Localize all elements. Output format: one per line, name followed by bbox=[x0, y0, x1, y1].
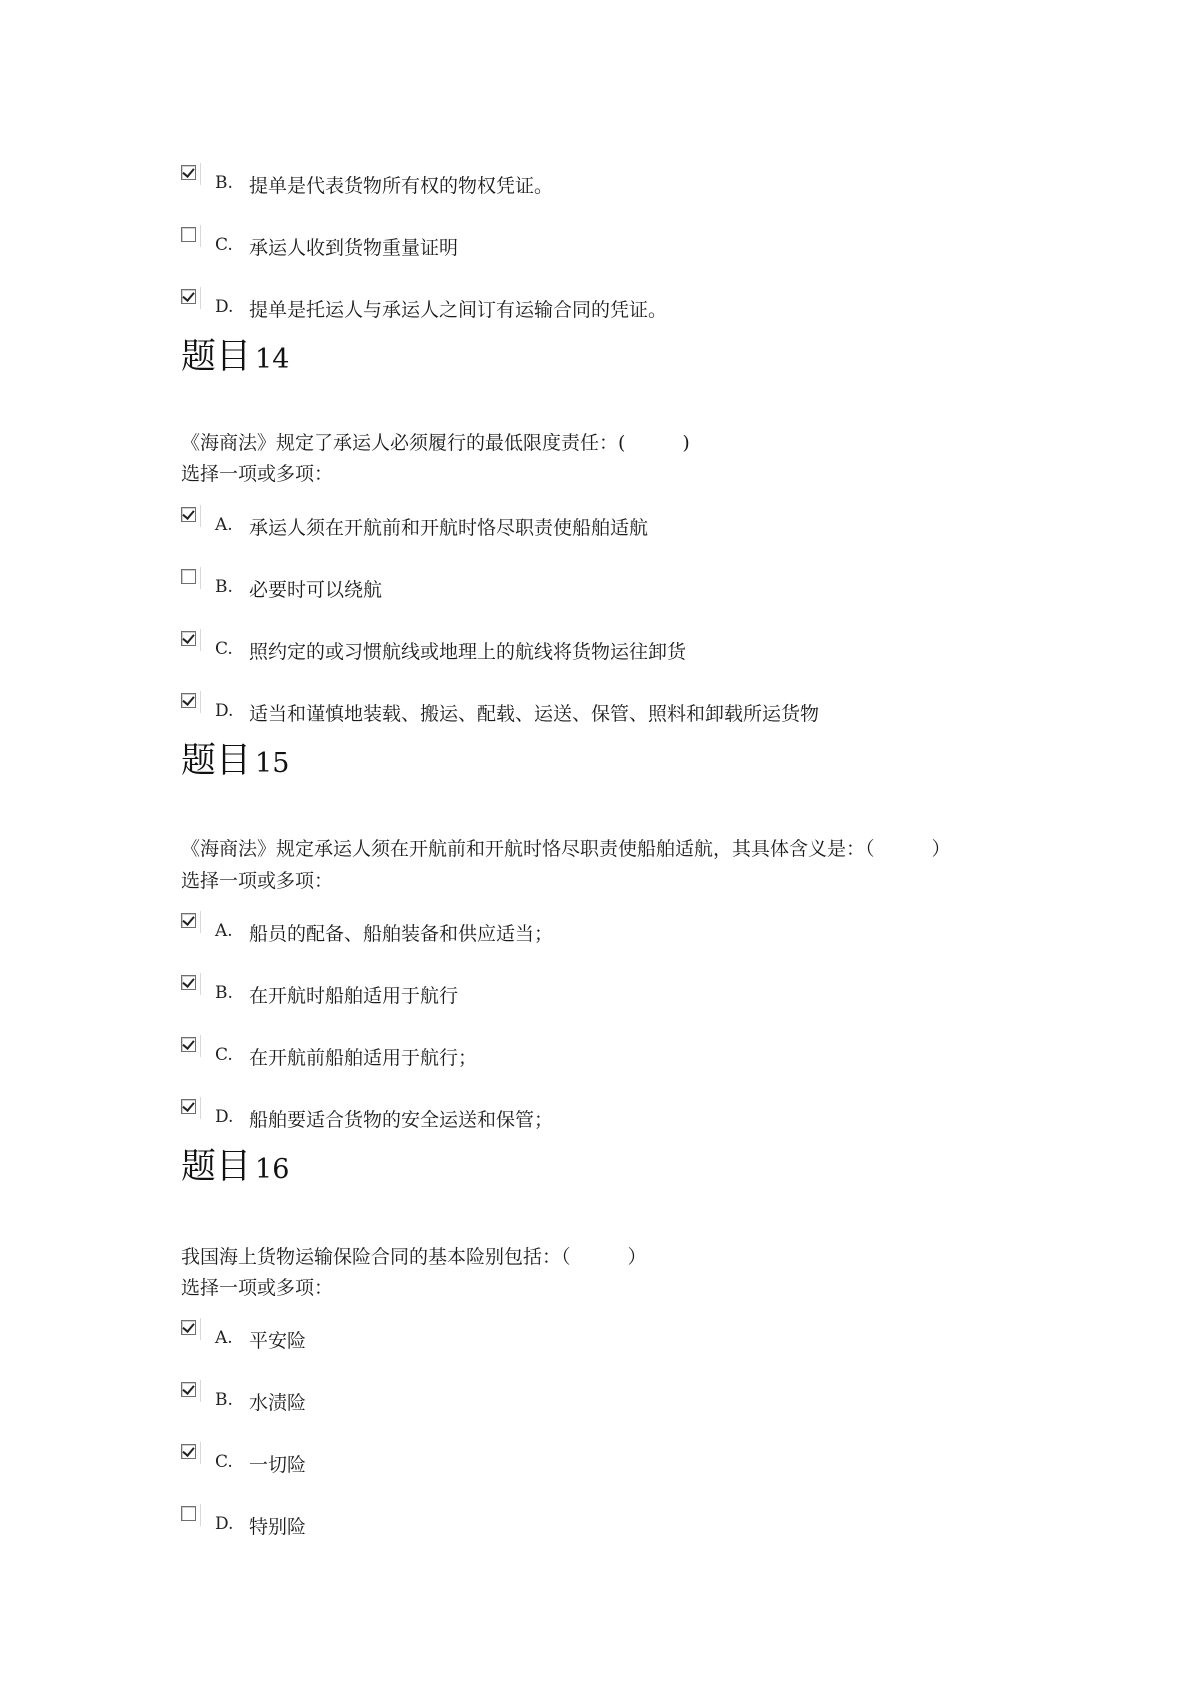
question-number: 14 bbox=[255, 344, 290, 375]
option-letter: B. bbox=[215, 577, 233, 597]
divider bbox=[200, 225, 201, 247]
option-letter: A. bbox=[215, 515, 233, 535]
divider bbox=[200, 163, 201, 185]
q15-option-a[interactable] bbox=[181, 911, 553, 951]
divider bbox=[200, 1380, 201, 1402]
question-15-title bbox=[181, 733, 289, 783]
q13-option-d[interactable] bbox=[181, 287, 667, 327]
option-text: 承运人收到货物重量证明 bbox=[249, 237, 459, 259]
question-15-hint: 选择一项或多项： bbox=[181, 870, 334, 892]
option-text: 提单是托运人与承运人之间订有运输合同的凭证。 bbox=[249, 299, 668, 321]
question-number: 15 bbox=[255, 748, 290, 779]
q14-option-d[interactable] bbox=[181, 691, 819, 731]
option-letter: B. bbox=[215, 173, 233, 193]
divider bbox=[200, 287, 201, 309]
divider bbox=[200, 567, 201, 589]
q16-option-b[interactable] bbox=[181, 1380, 306, 1420]
option-text: 一切险 bbox=[249, 1454, 307, 1476]
option-letter: C. bbox=[215, 639, 233, 659]
q16-option-a[interactable] bbox=[181, 1318, 306, 1358]
option-text: 船员的配备、船舶装备和供应适当； bbox=[249, 923, 554, 945]
question-number: 16 bbox=[255, 1154, 290, 1185]
divider bbox=[200, 973, 201, 995]
option-letter: D. bbox=[215, 297, 234, 317]
divider bbox=[200, 505, 201, 527]
q14-option-c[interactable] bbox=[181, 629, 686, 669]
checkbox-icon[interactable] bbox=[181, 693, 196, 708]
option-text: 平安险 bbox=[249, 1330, 307, 1352]
question-14-hint: 选择一项或多项： bbox=[181, 463, 334, 485]
q13-option-c[interactable] bbox=[181, 225, 458, 265]
q13-option-b[interactable] bbox=[181, 163, 553, 203]
option-text: 提单是代表货物所有权的物权凭证。 bbox=[249, 175, 554, 197]
option-text: 必要时可以绕航 bbox=[249, 579, 383, 601]
checkbox-icon[interactable] bbox=[181, 227, 196, 242]
option-letter: C. bbox=[215, 1452, 233, 1472]
q16-option-c[interactable] bbox=[181, 1442, 306, 1482]
q15-option-b[interactable] bbox=[181, 973, 458, 1013]
option-letter: D. bbox=[215, 701, 234, 721]
question-15-stem: 《海商法》规定承运人须在开航前和开航时恪尽职责使船舶适航，其具体含义是：（ ） bbox=[181, 838, 951, 860]
question-14-title bbox=[181, 329, 289, 379]
checkbox-icon[interactable] bbox=[181, 1037, 196, 1052]
question-title-word: 题目 bbox=[181, 741, 252, 781]
option-text: 船舶要适合货物的安全运送和保管； bbox=[249, 1109, 554, 1131]
option-letter: C. bbox=[215, 1045, 233, 1065]
option-text: 承运人须在开航前和开航时恪尽职责使船舶适航 bbox=[249, 517, 649, 539]
option-letter: C. bbox=[215, 235, 233, 255]
divider bbox=[200, 911, 201, 933]
option-text: 在开航时船舶适用于航行 bbox=[249, 985, 459, 1007]
option-letter: B. bbox=[215, 1390, 233, 1410]
checkbox-icon[interactable] bbox=[181, 1382, 196, 1397]
option-text: 在开航前船舶适用于航行； bbox=[249, 1047, 478, 1069]
question-16-stem: 我国海上货物运输保险合同的基本险别包括：（ ） bbox=[181, 1246, 647, 1268]
divider bbox=[200, 1318, 201, 1340]
q16-option-d[interactable] bbox=[181, 1504, 306, 1544]
divider bbox=[200, 1504, 201, 1526]
question-16-title bbox=[181, 1139, 289, 1189]
q14-option-a[interactable] bbox=[181, 505, 648, 545]
checkbox-icon[interactable] bbox=[181, 507, 196, 522]
checkbox-icon[interactable] bbox=[181, 1099, 196, 1114]
question-title-word: 题目 bbox=[181, 1147, 252, 1187]
q15-option-c[interactable] bbox=[181, 1035, 477, 1075]
checkbox-icon[interactable] bbox=[181, 913, 196, 928]
option-letter: B. bbox=[215, 983, 233, 1003]
question-14-stem: 《海商法》规定了承运人必须履行的最低限度责任：( ) bbox=[181, 432, 690, 454]
q15-option-d[interactable] bbox=[181, 1097, 553, 1137]
divider bbox=[200, 1097, 201, 1119]
option-text: 照约定的或习惯航线或地理上的航线将货物运往卸货 bbox=[249, 641, 687, 663]
option-text: 水渍险 bbox=[249, 1392, 307, 1414]
divider bbox=[200, 691, 201, 713]
question-title-word: 题目 bbox=[181, 337, 252, 377]
divider bbox=[200, 629, 201, 651]
option-letter: A. bbox=[215, 1328, 233, 1348]
checkbox-icon[interactable] bbox=[181, 975, 196, 990]
divider bbox=[200, 1442, 201, 1464]
checkbox-icon[interactable] bbox=[181, 1444, 196, 1459]
checkbox-icon[interactable] bbox=[181, 165, 196, 180]
option-letter: A. bbox=[215, 921, 233, 941]
checkbox-icon[interactable] bbox=[181, 1320, 196, 1335]
divider bbox=[200, 1035, 201, 1057]
checkbox-icon[interactable] bbox=[181, 289, 196, 304]
checkbox-icon[interactable] bbox=[181, 569, 196, 584]
q14-option-b[interactable] bbox=[181, 567, 382, 607]
checkbox-icon[interactable] bbox=[181, 631, 196, 646]
checkbox-icon[interactable] bbox=[181, 1506, 196, 1521]
option-letter: D. bbox=[215, 1514, 234, 1534]
option-letter: D. bbox=[215, 1107, 234, 1127]
option-text: 特别险 bbox=[249, 1516, 307, 1538]
option-text: 适当和谨慎地装载、搬运、配载、运送、保管、照料和卸载所运货物 bbox=[249, 703, 820, 725]
question-16-hint: 选择一项或多项： bbox=[181, 1277, 334, 1299]
